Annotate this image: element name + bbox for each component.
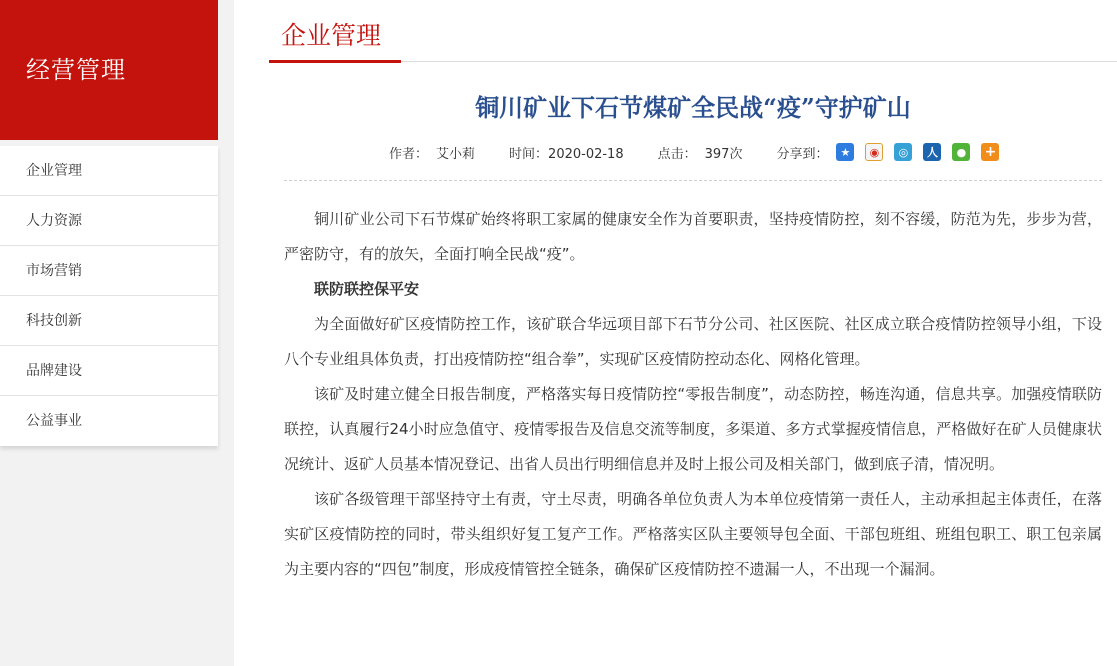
time-label: 时间： <box>509 146 549 162</box>
sidebar <box>0 0 234 666</box>
sidebar-item-public-welfare[interactable]: 公益事业 <box>26 413 82 429</box>
section-title: 企业管理 <box>281 21 382 50</box>
clicks-value: 397次 <box>704 146 743 162</box>
section-header <box>269 0 1117 62</box>
renren-icon[interactable]: 人 <box>923 143 941 161</box>
sidebar-item-enterprise-management[interactable]: 企业管理 <box>0 146 218 196</box>
article-title: 铜川矿业下石节煤矿全民战“疫”守护矿山 <box>475 93 911 122</box>
sidebar-item-brand-building[interactable]: 品牌建设 <box>0 346 218 396</box>
article-meta <box>389 143 999 161</box>
author-meta <box>389 143 475 162</box>
sidebar-header <box>0 0 218 140</box>
meta-divider <box>284 180 1102 181</box>
article-paragraph: 该矿及时建立健全日报告制度，严格落实每日疫情防控“零报告制度”，动态防控，畅连沟通，信息共享。加强疫情联防联控，认真履行24小时应急值守、疫情零报告及信息交流等制度，多渠道、多方式掌握疫情信息，严格做好在矿人员健康状况统计、返矿人员基本情况登记、出省人员出行明细信息并及时上报公司及相关部门，做到底子清，情况明。 <box>284 385 1102 473</box>
article-paragraph: 铜川矿业公司下石节煤矿始终将职工家属的健康安全作为首要职责，坚持疫情防控，刻不容缓，防范为先，步步为营，严密防守，有的放矢，全面打响全民战“疫”。 <box>284 210 1102 263</box>
sidebar-item-marketing[interactable]: 市场营销 <box>0 246 218 296</box>
share-icons <box>836 143 999 161</box>
sidebar-item-human-resources[interactable]: 人力资源 <box>0 196 218 246</box>
main-content <box>234 0 1117 666</box>
article-subheading: 联防联控保平安 <box>314 280 420 298</box>
wechat-icon[interactable]: ● <box>952 143 970 161</box>
author-label: 作者： <box>389 146 429 162</box>
clicks-meta <box>658 143 743 162</box>
author-value: 艾小莉 <box>436 146 476 162</box>
sidebar-menu <box>0 146 218 446</box>
share-label: 分享到： <box>776 146 829 162</box>
section-title-underline <box>269 60 401 63</box>
tencent-weibo-icon[interactable]: ◎ <box>894 143 912 161</box>
time-value: 2020-02-18 <box>548 146 624 162</box>
sidebar-title: 经营管理 <box>26 56 126 84</box>
sidebar-item-tech-innovation[interactable]: 科技创新 <box>0 296 218 346</box>
qzone-icon[interactable]: ★ <box>836 143 854 161</box>
article-body <box>284 202 1102 587</box>
time-meta <box>509 143 624 162</box>
more-share-icon[interactable]: + <box>981 143 999 161</box>
weibo-icon[interactable]: ◉ <box>865 143 883 161</box>
clicks-label: 点击： <box>657 146 697 162</box>
article-paragraph: 该矿各级管理干部坚持守土有责，守土尽责，明确各单位负责人为本单位疫情第一责任人，主动承担起主体责任，在落实矿区疫情防控的同时，带头组织好复工复产工作。严格落实区队主要领导包全面、干部包班组、班组包职工、职工包亲属为主要内容的“四包”制度，形成疫情管控全链条，确保矿区疫情防控不遗漏一人，不出现一个漏洞。 <box>284 490 1102 578</box>
article-paragraph: 为全面做好矿区疫情防控工作，该矿联合华远项目部下石节分公司、社区医院、社区成立联合疫情防控领导小组，下设八个专业组具体负责，打出疫情防控“组合拳”，实现矿区疫情防控动态化、网格化管理。 <box>284 315 1102 368</box>
